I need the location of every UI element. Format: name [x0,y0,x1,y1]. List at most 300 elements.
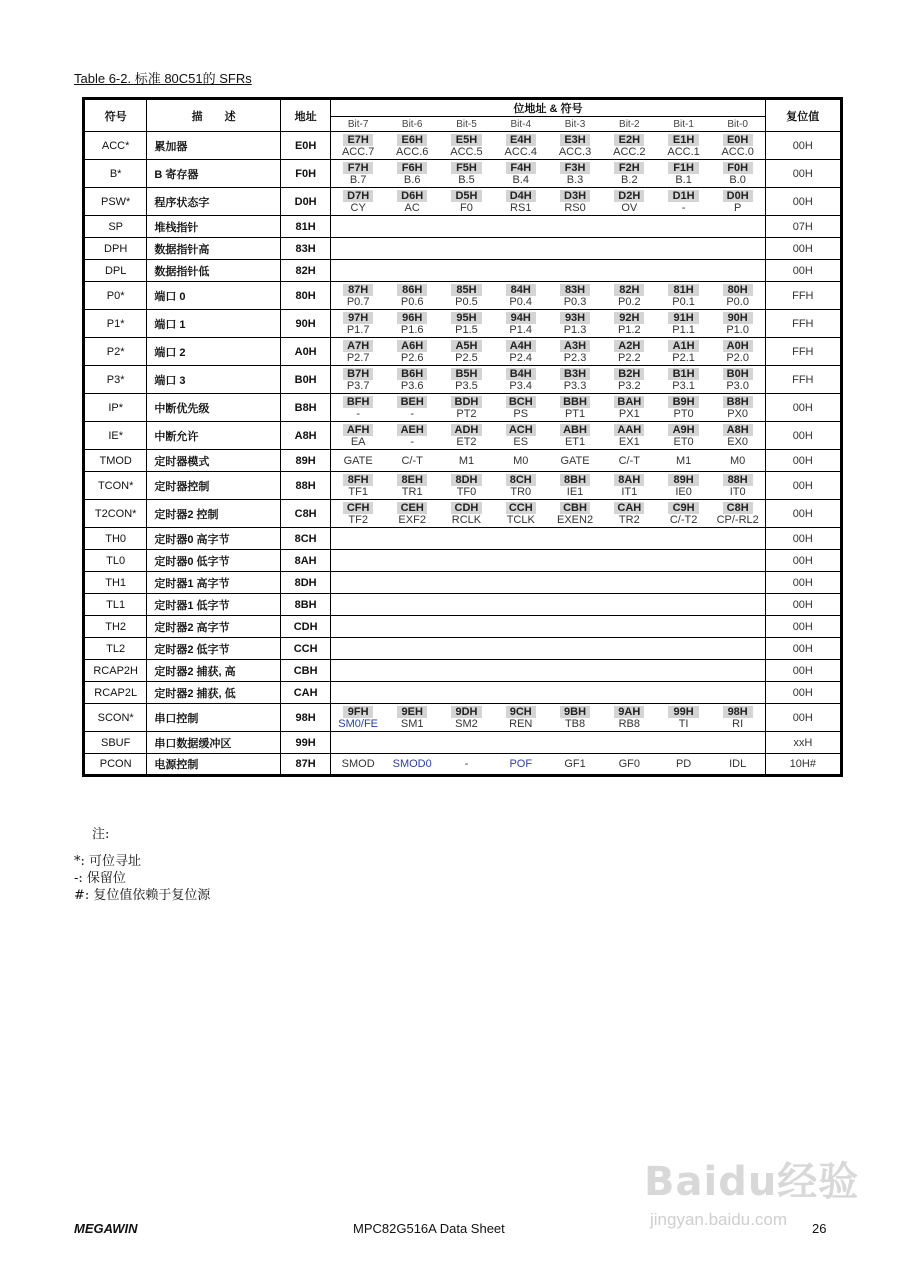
register-description: 堆栈指针 [147,216,281,238]
bit-symbol: B.7 [349,173,367,186]
bit-symbol: - [464,758,469,770]
register-symbol: SCON* [84,704,147,732]
bit-address: B5H [451,368,481,380]
bit-address: F0H [723,162,753,174]
bit-cell [656,422,710,450]
reset-value: 00H [765,472,841,500]
register-address: B8H [281,394,331,422]
bit-symbol: - [681,201,686,214]
bit-symbol: P1.3 [563,323,587,336]
bit-address: A1H [668,340,698,352]
bit-area-empty [331,238,765,260]
bit-cell [439,472,493,500]
register-symbol: DPL [84,260,147,282]
bit-cell [602,310,656,338]
bit-cell [331,338,385,366]
bit-address: 95H [451,312,481,324]
register-symbol: P3* [84,366,147,394]
bit-cell [602,338,656,366]
register-address: 99H [281,732,331,754]
register-address: 88H [281,472,331,500]
bit-address: CEH [397,502,427,514]
footer-doc-title: MPC82G516A Data Sheet [353,1221,505,1236]
bit-cell [439,704,493,732]
table-row [84,638,842,660]
bit-area-empty [331,550,765,572]
bit-cell [439,188,493,216]
table-row [84,216,842,238]
register-symbol: TMOD [84,450,147,472]
bit-address: B0H [723,368,753,380]
register-description: 定时器0 低字节 [147,550,281,572]
reset-value: 00H [765,638,841,660]
bit-address: 8FH [343,474,373,486]
register-description: 串口数据缓冲区 [147,732,281,754]
bit-symbol: P2.0 [726,351,749,364]
header-description: 描 述 [147,99,281,132]
bit-cell [711,500,765,528]
bit-cell [494,422,548,450]
bit-symbol: - [356,407,360,420]
bit-address: 9AH [614,706,644,718]
table-row [84,594,842,616]
bit-address: E3H [560,134,590,146]
bit-cell [385,338,439,366]
bit-address: ACH [506,424,536,436]
bit-symbol: CP/-RL2 [716,513,759,526]
bit-cell [439,310,493,338]
register-description: 定时器控制 [147,472,281,500]
bit-symbol: TF1 [348,485,368,498]
bit-cell [711,450,765,472]
bit-cell [494,366,548,394]
bit-cell [656,338,710,366]
table-row [84,422,842,450]
bit-cell [548,450,602,472]
register-address: CBH [281,660,331,682]
bit-cell [602,754,656,776]
reset-value: 00H [765,660,841,682]
table-row [84,500,842,528]
sfr-table [82,97,843,777]
register-symbol: P1* [84,310,147,338]
bit-address: B4H [506,368,536,380]
bit-cell [711,338,765,366]
bit-cell [656,704,710,732]
bit-symbol: P3.0 [726,379,749,392]
table-row [84,528,842,550]
bit-cell [494,282,548,310]
bit-address: B1H [668,368,698,380]
bit-symbol: RCLK [451,513,482,526]
register-symbol: DPH [84,238,147,260]
bit-address: 8BH [560,474,590,486]
bit-address: F2H [614,162,644,174]
header-bit-label: Bit-3 [548,117,602,132]
bit-symbol: SM1 [400,717,424,730]
bit-cell [385,422,439,450]
bit-symbol: IDL [729,758,747,770]
bit-symbol: GF1 [564,758,586,770]
footer-brand: MEGAWIN [74,1221,138,1236]
bit-cell [711,282,765,310]
reset-value: 00H [765,616,841,638]
bit-address: D1H [668,190,698,202]
bit-cell [656,132,710,160]
bit-symbol: P3.1 [672,379,695,392]
bit-cell [494,450,548,472]
register-description: 端口 0 [147,282,281,310]
register-description: 定时器0 高字节 [147,528,281,550]
bit-address: A8H [723,424,753,436]
bit-address: 8CH [506,474,536,486]
register-description: 定时器2 低字节 [147,638,281,660]
bit-symbol: AC [404,201,420,214]
bit-cell [385,132,439,160]
bit-symbol: GATE [343,454,373,467]
bit-cell [656,310,710,338]
bit-address: 84H [506,284,536,296]
bit-address: F3H [560,162,590,174]
bit-address: BEH [397,396,427,408]
bit-symbol: ET0 [673,435,694,448]
bit-symbol: - [410,407,415,420]
bit-symbol: SMOD [341,758,375,770]
bit-cell [548,754,602,776]
table-row [84,754,842,776]
table-caption: Table 6-2. 标准 80C51的 SFRs [74,71,252,86]
bit-cell [439,754,493,776]
bit-cell [548,188,602,216]
note-reset-source: #: 复位值依赖于复位源 [74,888,211,903]
bit-symbol: ET1 [564,435,586,448]
bit-cell [439,338,493,366]
bit-address: 82H [614,284,644,296]
bit-cell [656,394,710,422]
reset-value: 00H [765,238,841,260]
bit-symbol: PX0 [727,407,749,420]
bit-symbol: C/-T [401,454,423,467]
bit-address: CFH [343,502,373,514]
bit-symbol: PS [513,407,529,420]
bit-address: F4H [506,162,536,174]
bit-address: A4H [506,340,536,352]
table-row [84,188,842,216]
bit-cell [548,338,602,366]
table-row [84,682,842,704]
register-description: 中断允许 [147,422,281,450]
register-symbol: T2CON* [84,500,147,528]
reset-value: 00H [765,682,841,704]
bit-cell [602,422,656,450]
reset-value: 00H [765,132,841,160]
bit-address: B6H [397,368,427,380]
bit-cell [494,500,548,528]
bit-address: B2H [614,368,644,380]
bit-address: AEH [397,424,427,436]
bit-cell [602,188,656,216]
bit-symbol: ET2 [456,435,477,448]
reset-value: 00H [765,594,841,616]
table-row [84,338,842,366]
bit-cell [439,422,493,450]
bit-address: C9H [668,502,698,514]
bit-cell [548,472,602,500]
bit-symbol: M0 [730,454,746,467]
register-address: A8H [281,422,331,450]
header-reset: 复位值 [765,99,841,132]
bit-cell [331,704,385,732]
bit-cell [385,754,439,776]
bit-address: D4H [506,190,536,202]
reset-value: FFH [765,282,841,310]
header-bit-label: Bit-4 [494,117,548,132]
bit-cell [711,366,765,394]
bit-address: 83H [560,284,590,296]
bit-symbol: EXEN2 [556,513,594,526]
bit-symbol: TCLK [506,513,535,526]
bit-symbol: TR2 [618,513,640,526]
bit-address: D7H [343,190,373,202]
bit-address: C8H [723,502,753,514]
bit-symbol: RI [732,717,744,730]
bit-cell [494,394,548,422]
bit-symbol: P1.4 [509,323,533,336]
bit-symbol: P2.3 [563,351,587,364]
bit-cell [548,366,602,394]
bit-cell [656,500,710,528]
register-address: 98H [281,704,331,732]
bit-symbol: GATE [560,454,590,467]
bit-cell [656,160,710,188]
bit-cell [711,394,765,422]
bit-cell [385,310,439,338]
bit-area-empty [331,528,765,550]
bit-symbol: RS1 [510,201,532,214]
bit-address: 92H [614,312,644,324]
register-description: 端口 1 [147,310,281,338]
register-symbol: P0* [84,282,147,310]
bit-symbol: GF0 [618,758,641,770]
bit-symbol: P2.7 [346,351,370,364]
bit-symbol: ACC.2 [613,145,646,158]
bit-cell [331,188,385,216]
register-description: B 寄存器 [147,160,281,188]
bit-symbol: M0 [513,454,529,467]
bit-address: D6H [397,190,427,202]
bit-cell [602,366,656,394]
bit-symbol: P3.5 [455,379,478,392]
bit-cell [439,282,493,310]
bit-cell [494,132,548,160]
register-address: 80H [281,282,331,310]
bit-cell [331,500,385,528]
register-symbol: IE* [84,422,147,450]
register-symbol: B* [84,160,147,188]
bit-symbol: POF [509,758,533,770]
bit-address: 85H [451,284,481,296]
register-description: 程序状态字 [147,188,281,216]
bit-address: B8H [723,396,753,408]
bit-symbol: P1.6 [400,323,424,336]
bit-cell [331,160,385,188]
bit-address: F1H [668,162,698,174]
bit-symbol: TB8 [564,717,586,730]
bit-cell [602,500,656,528]
bit-cell [656,282,710,310]
reset-value: 00H [765,394,841,422]
header-address: 地址 [281,99,331,132]
register-description: 定时器1 低字节 [147,594,281,616]
bit-cell [711,132,765,160]
bit-address: 9FH [343,706,373,718]
bit-cell [711,754,765,776]
register-symbol: RCAP2L [84,682,147,704]
bit-address: 91H [668,312,698,324]
bit-symbol: ACC.6 [395,145,429,158]
header-bit-label: Bit-2 [602,117,656,132]
register-address: 90H [281,310,331,338]
register-symbol: PSW* [84,188,147,216]
bit-cell [602,472,656,500]
table-row [84,282,842,310]
header-bit-label: Bit-0 [711,117,765,132]
register-description: 电源控制 [147,754,281,776]
bit-symbol: F0 [460,201,473,214]
register-symbol: P2* [84,338,147,366]
bit-address: 98H [723,706,753,718]
bit-address: 9DH [451,706,481,718]
bit-symbol: SM2 [455,717,478,730]
bit-address: BCH [506,396,536,408]
register-address: CAH [281,682,331,704]
bit-cell [548,132,602,160]
bit-cell [711,472,765,500]
register-symbol: SBUF [84,732,147,754]
bit-symbol: P2.4 [509,351,533,364]
reset-value: FFH [765,366,841,394]
bit-cell [439,394,493,422]
bit-area-empty [331,216,765,238]
reset-value: 00H [765,160,841,188]
bit-address: 9CH [506,706,536,718]
bit-symbol: SM0/FE [338,717,379,730]
bit-area-empty [331,594,765,616]
bit-address: 90H [723,312,753,324]
reset-value: 00H [765,422,841,450]
bit-cell [656,472,710,500]
table-row [84,472,842,500]
bit-cell [602,704,656,732]
bit-symbol: P0.4 [509,295,533,308]
bit-symbol: PT1 [564,407,586,420]
bit-symbol: EA [350,435,366,448]
bit-address: 9BH [560,706,590,718]
bit-symbol: P1.1 [672,323,695,336]
footer-page-number: 26 [812,1221,827,1236]
reset-value: 00H [765,704,841,732]
table-row [84,572,842,594]
register-symbol: SP [84,216,147,238]
bit-cell [548,394,602,422]
register-description: 端口 2 [147,338,281,366]
bit-cell [331,366,385,394]
register-address: CCH [281,638,331,660]
header-bit-group: 位地址 & 符号 [331,99,765,117]
bit-symbol: B.0 [729,173,746,186]
bit-symbol: P2.1 [672,351,695,364]
table-row [84,394,842,422]
bit-address: A2H [614,340,644,352]
bit-address: A7H [343,340,373,352]
bit-symbol: TR0 [510,485,532,498]
register-address: B0H [281,366,331,394]
bit-cell [331,132,385,160]
reset-value: 00H [765,260,841,282]
bit-area-empty [331,260,765,282]
table-row [84,550,842,572]
bit-cell [494,338,548,366]
bit-cell [548,310,602,338]
bit-cell [602,160,656,188]
bit-cell [385,450,439,472]
bit-cell [439,450,493,472]
bit-symbol: ACC.3 [558,145,592,158]
bit-address: D5H [451,190,481,202]
bit-address: 94H [506,312,536,324]
bit-cell [494,160,548,188]
note-bit-addressable: *: 可位寻址 [74,854,142,869]
reset-value: xxH [765,732,841,754]
bit-symbol: P2.2 [617,351,641,364]
bit-cell [548,704,602,732]
bit-address: B9H [668,396,698,408]
bit-cell [548,160,602,188]
bit-cell [656,450,710,472]
reset-value: 00H [765,528,841,550]
bit-address: ADH [451,424,481,436]
bit-address: B3H [560,368,590,380]
bit-cell [494,188,548,216]
register-address: F0H [281,160,331,188]
bit-address: E0H [723,134,753,146]
bit-address: 86H [397,284,427,296]
bit-cell [711,704,765,732]
bit-symbol: P0.0 [726,295,749,308]
bit-address: BFH [343,396,373,408]
bit-address: B7H [343,368,373,380]
register-description: 定时器模式 [147,450,281,472]
register-symbol: RCAP2H [84,660,147,682]
bit-symbol: - [410,435,415,448]
register-description: 数据指针高 [147,238,281,260]
register-address: 81H [281,216,331,238]
register-description: 累加器 [147,132,281,160]
bit-address: 89H [668,474,698,486]
bit-area-empty [331,638,765,660]
bit-cell [656,188,710,216]
bit-address: F6H [397,162,427,174]
register-address: E0H [281,132,331,160]
bit-address: BAH [614,396,644,408]
bit-cell [602,394,656,422]
notes [74,826,210,904]
bit-symbol: EX0 [727,435,749,448]
reset-value: 00H [765,550,841,572]
bit-symbol: P1.5 [455,323,478,336]
bit-cell [711,188,765,216]
register-description: 中断优先级 [147,394,281,422]
